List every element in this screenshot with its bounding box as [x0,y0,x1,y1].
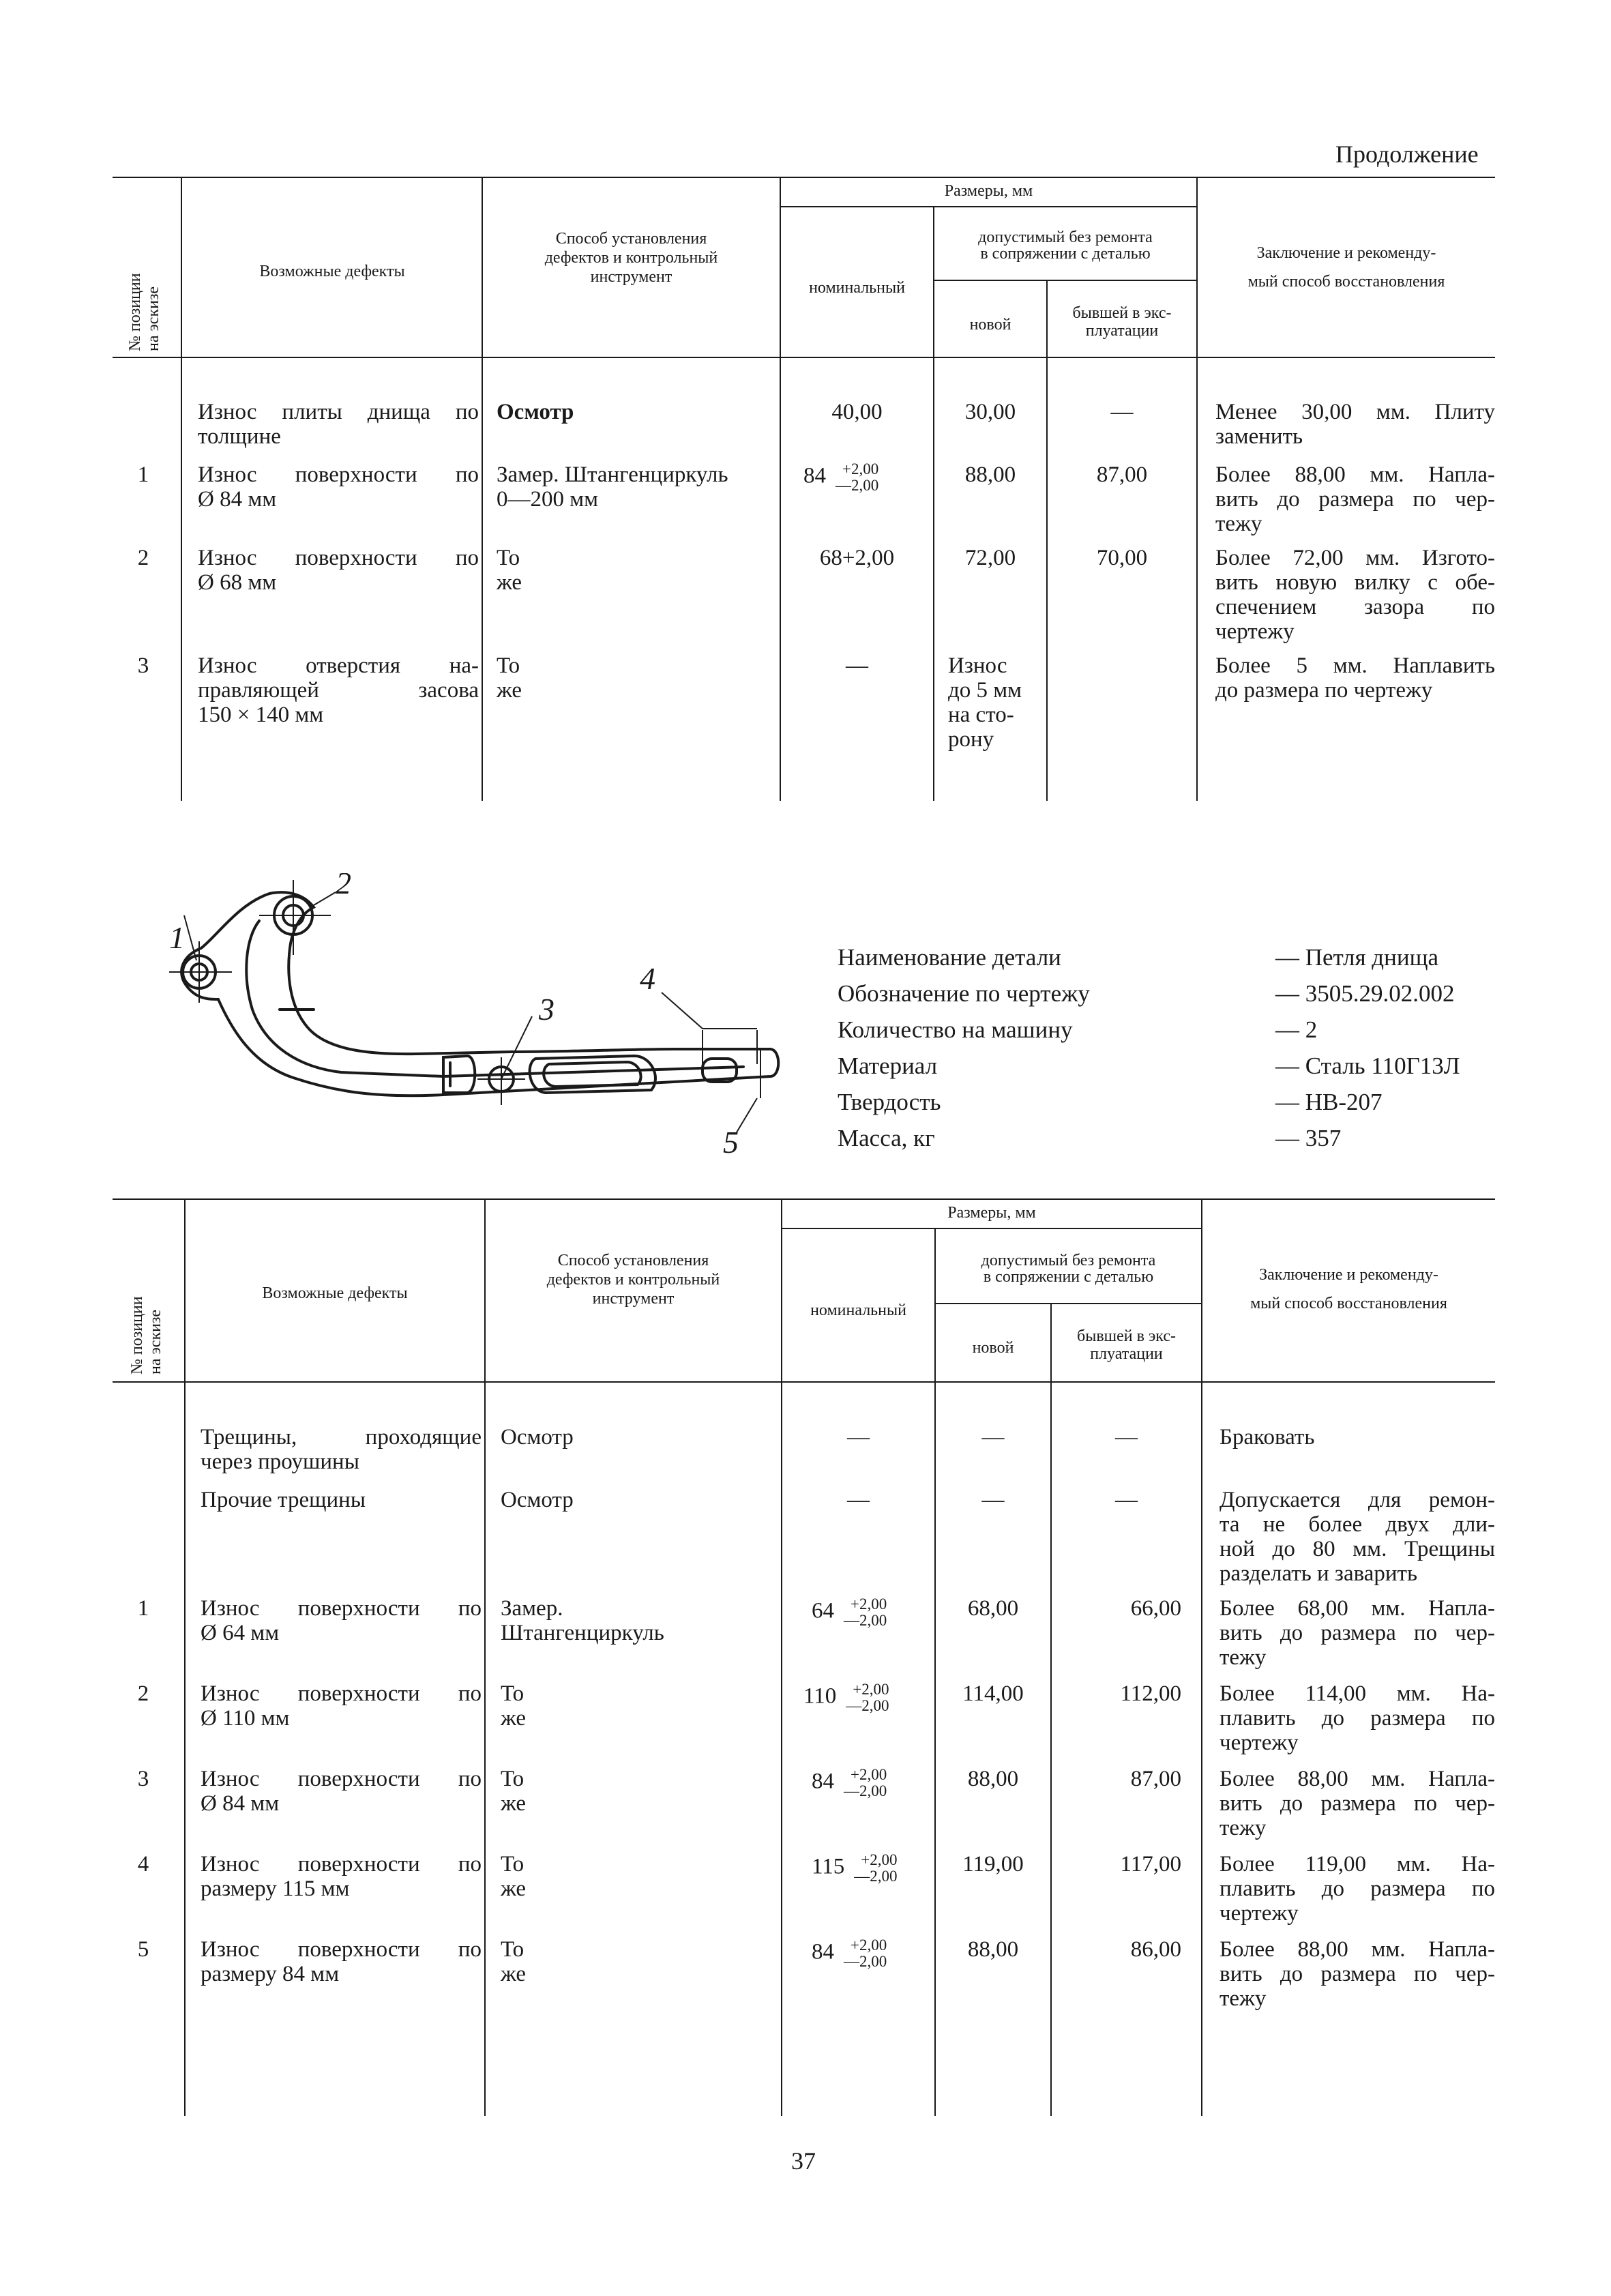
defect-cell: Износ поверхности по размеру 115 мм [201,1852,482,1901]
conclusion-cell: Более 72,00 мм. Изгото- вить новую вилку с обе- спечением зазора по чертежу [1215,546,1495,644]
nominal-cell: — [847,1425,870,1449]
method-cell: То же [501,1852,527,1901]
method-cell: Осмотр [501,1488,574,1512]
defect-cell: Износ поверхности по размеру 84 мм [201,1937,482,1986]
used-cell: 66,00 [1130,1596,1181,1621]
method-header: Способ установления дефектов и контрольный инструмент [544,230,718,286]
new-cell: Износ до 5 мм на сто- рону [948,653,1022,752]
nominal-cell: 68+2,00 [819,546,895,570]
method-cell: То же [501,1681,527,1731]
nominal-cell: — [846,653,868,678]
callout-4: 4 [640,961,655,996]
defect-cell: Износ поверхности по Ø 110 мм [201,1681,482,1731]
leader-2 [310,892,336,907]
new-cell: — [981,1488,1005,1512]
defect-cell: Трещины, проходящие через проушины [201,1425,482,1474]
page-number: 37 [791,2147,816,2175]
method-cell: То же [501,1767,527,1816]
nominal-cell: 64 +2,00 —2,00 [812,1595,887,1629]
conclusion-cell: Менее 30,00 мм. Плиту заменить [1215,400,1495,449]
window-right-inner [544,1062,640,1087]
new-cell: 119,00 [962,1852,1024,1876]
method-cell: Замер. Штангенциркуль 0—200 мм [497,462,728,512]
callout-2: 2 [336,873,351,900]
defect-cell: Прочие трещины [201,1488,366,1512]
method-cell: Осмотр [501,1425,574,1449]
new-cell: 68,00 [967,1596,1019,1621]
callout-1: 1 [169,920,185,955]
new-cell: 88,00 [967,1767,1019,1791]
defect-cell: Износ поверхности по Ø 64 мм [201,1596,482,1645]
leader-5 [737,1098,757,1132]
leader-4 [662,992,703,1029]
outer-contour [181,892,778,1095]
nominal-cell: 84 +2,00 —2,00 [812,1766,887,1799]
nominal-cell: 115 +2,00 —2,00 [812,1851,898,1885]
nominal-cell: — [847,1488,870,1512]
position-header: № позиции на эскизе [128,1296,164,1374]
position-cell: 3 [137,1767,149,1791]
conclusion-cell: Более 119,00 мм. На- плавить до размера по чертежу [1220,1852,1495,1926]
new-part-header: новой [972,1339,1014,1357]
defect-cell-line: толщине [198,424,281,449]
conclusion-cell: Допускается для ремон- та не более двух дли- ной до 80 мм. Трещины разделать и заварить [1220,1488,1495,1586]
position-cell: 2 [137,546,149,570]
sizes-header: Размеры, мм [944,182,1033,200]
defect-cell: Износ поверхности по Ø 68 мм [198,546,479,595]
used-part-header: бывшей в экс- плуатации [1072,304,1172,340]
new-cell: 72,00 [964,546,1016,570]
defects-header: Возможные дефекты [262,1284,408,1302]
used-cell: 87,00 [1130,1767,1181,1791]
conclusion-cell: Более 88,00 мм. Напла- вить до размера по чер- тежу [1215,462,1495,536]
method-header: Способ установления дефектов и контрольный инструмент [546,1252,720,1308]
callout-3: 3 [539,992,555,1027]
nominal-header: номинальный [810,1301,906,1319]
new-cell: 114,00 [962,1681,1024,1706]
used-cell: — [1115,1425,1138,1449]
conclusion-cell: Более 114,00 мм. На- плавить до размера по чертежу [1220,1681,1495,1755]
part-sketch [157,873,784,1166]
conclusion-cell: Более 88,00 мм. Напла- вить до размера по чер- тежу [1220,1937,1495,2011]
used-cell: 117,00 [1120,1852,1181,1876]
new-part-header: новой [969,316,1011,334]
defect-cell: Износ поверхности по Ø 84 мм [201,1767,482,1816]
method-cell: То же [497,546,522,595]
nominal-cell: 110 +2,00 —2,00 [803,1681,889,1714]
used-cell: 86,00 [1130,1937,1181,1962]
new-cell: 88,00 [967,1937,1019,1962]
part-info-values: — Петля днища — 3505.29.02.002 — 2 — Сталь 110Г13Л — НВ-207 — 357 [1275,944,1460,1151]
allowed-header: допустимый без ремонта в сопряжении с деталью [978,229,1153,263]
nominal-cell: 40,00 [831,400,883,424]
position-cell: 3 [137,653,149,678]
used-cell: 112,00 [1120,1681,1181,1706]
conclusion-cell: Браковать [1220,1425,1315,1449]
nominal-header: номинальный [809,279,905,297]
used-cell: — [1115,1488,1138,1512]
new-cell: — [981,1425,1005,1449]
conclusion-cell: Более 5 мм. Наплавить до размера по чертежу [1215,653,1495,703]
defects-header: Возможные дефекты [259,263,405,280]
position-cell: 4 [137,1852,149,1876]
new-cell: 88,00 [964,462,1016,487]
part-info-labels: Наименование детали Обозначение по чертежу Количество на машину Материал Твердость Масса, кг [838,944,1090,1151]
used-cell: 87,00 [1096,462,1148,487]
new-cell: 30,00 [964,400,1016,424]
position-cell: 2 [137,1681,149,1706]
position-cell: 5 [137,1937,149,1962]
method-cell: Осмотр [497,400,574,424]
method-cell: То же [501,1937,527,1986]
defect-cell: Износ поверхности по Ø 84 мм [198,462,479,512]
continuation-note: Продолжение [1335,141,1479,168]
defect-cell: Износ плиты днища по [198,400,479,424]
nominal-cell: 84 +2,00 —2,00 [812,1937,887,1970]
conclusion-header: Заключение и рекоменду- мый способ восстановления [1247,244,1445,291]
conclusion-cell: Более 88,00 мм. Напла- вить до размера по чер- тежу [1220,1767,1495,1840]
used-cell: 70,00 [1096,546,1148,570]
nominal-cell: 84 +2,00 —2,00 [803,460,879,494]
method-cell: Замер. Штангенциркуль [501,1596,664,1645]
sizes-header: Размеры, мм [947,1204,1036,1222]
method-cell: То же [497,653,522,703]
conclusion-cell: Более 68,00 мм. Напла- вить до размера по чер- тежу [1220,1596,1495,1670]
position-cell: 1 [137,462,149,487]
defect-cell: Износ отверстия на- правляющей засова 150 × 140 мм [198,653,479,727]
callout-5: 5 [723,1125,739,1160]
position-cell: 1 [137,1596,149,1621]
leader-3 [501,1016,532,1079]
used-part-header: бывшей в экс- плуатации [1077,1327,1176,1363]
position-header: № позиции на эскизе [126,273,162,351]
allowed-header: допустимый без ремонта в сопряжении с деталью [981,1252,1156,1286]
conclusion-header: Заключение и рекоменду- мый способ восстановления [1250,1266,1447,1312]
used-cell: — [1110,400,1134,424]
